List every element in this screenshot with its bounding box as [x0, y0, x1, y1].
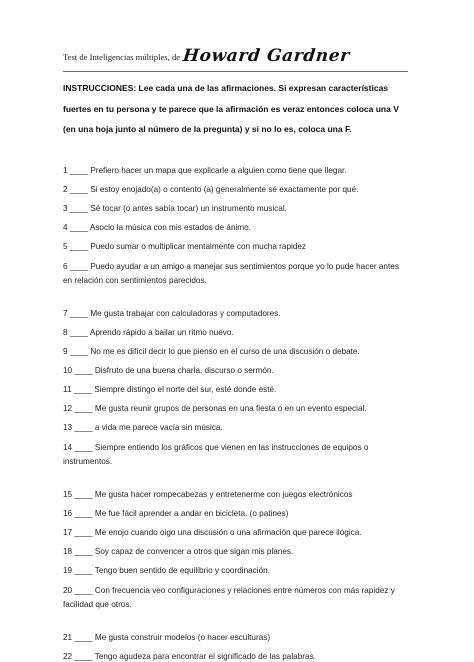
question-item: 15 ____ Me gusta hacer rompecabezas y entretenerme con juegos electrónicos: [63, 490, 353, 499]
title-underline: [63, 71, 408, 72]
question-item: 11 ____ Siempre distingo el norte del sur, esté donde esté.: [63, 385, 277, 394]
question-item: 13 ____ a vida me parece vacía sin música.: [63, 423, 223, 432]
question-item: 2 ____ Si estoy enojado(a) o contento (a) generalmente sé exactamente por qué.: [63, 185, 359, 194]
question-item: 14 ____ Siempre entiendo los gráficos que vienen en las instrucciones de equipos o instrumentos.: [63, 443, 369, 466]
instructions-paragraph: INSTRUCCIONES: Lee cada una de las afirmaciones. Si expresan características fuertes en tu persona y te parece que la afirmación es veraz entonces coloca una V (en una hoja junto al número de la pregunta) y si no lo es, coloca una F.: [63, 83, 399, 134]
question-item: 8 ____ Aprendo rápido a bailar un ritmo nuevo.: [63, 328, 234, 337]
title-prefix: Test de Inteligencias múltiples, de: [63, 52, 181, 62]
question-item: 9 ____ No me es difícil decir lo que pienso en el curso de una discusión o debate.: [63, 347, 360, 356]
question-item: 4 ____ Asocio la música con mis estados de ánimo.: [63, 223, 251, 232]
author-handwritten-signature: Howard Gardner: [182, 46, 351, 66]
question-item: 5 ____ Puedo sumar o multiplicar mentalmente con mucha rapidez: [63, 242, 307, 251]
question-item: 22 ____ Tengo agudeza para encontrar el significado de las palabras.: [63, 652, 316, 661]
question-item: 3 ____ Sé tocar (o antes sabía tocar) un instrumento musical.: [63, 204, 287, 213]
question-item: 19 ____ Tengo buen sentido de equilibrio y coordinación.: [63, 566, 270, 575]
question-item: 21 ____ Me gusta construir modelos (o hacer esculturas): [63, 633, 271, 642]
document-title: [63, 46, 350, 66]
question-item: 18 ____ Soy capaz de convencer a otros que sigan mis planes.: [63, 547, 294, 556]
question-item: 17 ____ Me enojo cuando oigo una discusión o una afirmación que parece ilógica.: [63, 528, 362, 537]
question-item: 20 ____ Con frecuencia veo configuraciones y relaciones entre números con más rapidez y facilidad que otros.: [63, 586, 395, 609]
question-item: 10 ____ Disfruto de una buena charla, discurso o sermón.: [63, 366, 274, 375]
question-item: 6 ____ Puedo ayudar a un amigo a manejar sus sentimientos porque yo lo pude hacer antes en relación con sentimientos parecidos.: [63, 262, 399, 285]
question-item: 16 ____ Me fue fácil aprender a andar en bicicleta. (o patines): [63, 509, 289, 518]
question-item: 12 ____ Me gusta reunir grupos de personas en una fiesta o en un evento especial.: [63, 404, 367, 413]
question-list: [63, 165, 408, 662]
question-item: 1 ____ Prefiero hacer un mapa que explicarle a alguien como tiene que llegar.: [63, 166, 347, 175]
question-item: 7 ____ Me gusta trabajar con calculadoras y computadores.: [63, 309, 281, 318]
